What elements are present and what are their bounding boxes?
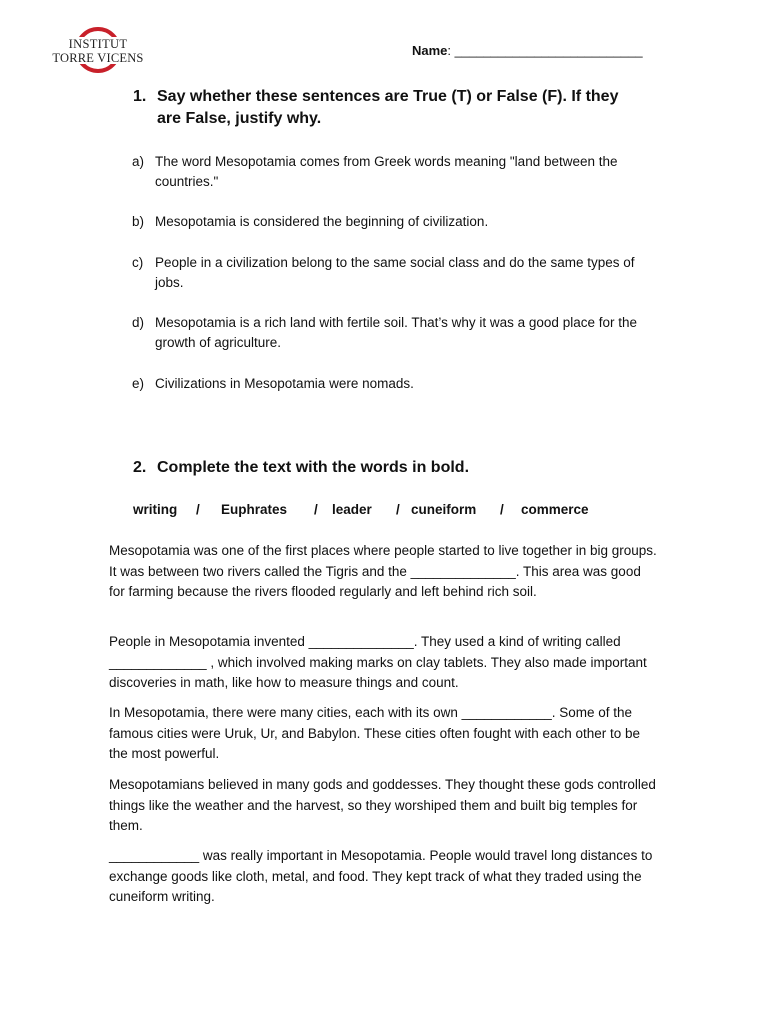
word-bank-item: Euphrates <box>221 502 288 517</box>
school-logo <box>52 26 144 76</box>
word-bank <box>0 502 768 522</box>
name-field[interactable] <box>412 43 643 58</box>
statement-a <box>132 152 652 192</box>
name-blank[interactable]: : __________________________ <box>447 43 643 58</box>
question-1-title <box>133 86 693 130</box>
statement-b <box>132 212 652 232</box>
question-1-number: 1. <box>133 88 147 105</box>
logo-text-line2: TORRE VICENS <box>52 51 144 65</box>
word-bank-item: cuneiform <box>411 502 477 517</box>
statement-text: Civilizations in Mesopotamia were nomads. <box>155 376 414 391</box>
word-bank-item: leader <box>332 502 372 517</box>
logo-text-line1: INSTITUT <box>68 37 128 51</box>
statement-text: The word Mesopotamia comes from Greek words meaning "land between the countries." <box>155 154 618 189</box>
statement-text: People in a civilization belong to the same social class and do the same types of jobs. <box>155 255 635 290</box>
word-bank-separator: / <box>396 502 400 517</box>
statement-letter: a) <box>132 154 145 169</box>
text-paragraph: People in Mesopotamia invented ______________. They used a kind of writing called _____________ , which involved making marks on clay tablets. They also made important discoveries in math, like how to measure things and count. <box>109 634 647 691</box>
word-bank-separator: / <box>500 502 504 517</box>
word-bank-separator: / <box>314 502 318 517</box>
word-bank-separator: / <box>196 502 200 517</box>
statement-letter: e) <box>132 376 145 391</box>
statement-e <box>132 374 652 394</box>
statement-c <box>132 253 652 293</box>
word-bank-item: writing <box>133 502 178 517</box>
statement-d <box>132 313 652 353</box>
name-label: Name <box>412 43 448 58</box>
statement-text: Mesopotamia is a rich land with fertile soil. That’s why it was a good place for the growth of agriculture. <box>155 315 637 350</box>
statement-letter: d) <box>132 315 145 330</box>
question-2-title-text: Complete the text with the words in bold. <box>157 459 470 476</box>
statement-letter: b) <box>132 214 145 229</box>
question-1-title-line2: are False, justify why. <box>157 110 322 127</box>
statement-letter: c) <box>132 255 144 270</box>
text-paragraph: ____________ was really important in Mesopotamia. People would travel long distances to exchange goods like cloth, metal, and food. They kept track of what they traded using the cuneiform writing. <box>109 848 653 905</box>
question-1-title-line1: Say whether these sentences are True (T) or False (F). If they <box>157 88 619 105</box>
text-paragraph: Mesopotamians believed in many gods and goddesses. They thought these gods controlled things like the weather and the harvest, so they worshiped them and built big temples for them. <box>109 777 656 834</box>
statement-text: Mesopotamia is considered the beginning of civilization. <box>155 214 489 229</box>
question-2-number: 2. <box>133 459 147 476</box>
question-2-title <box>133 457 693 479</box>
word-bank-item: commerce <box>521 502 589 517</box>
text-paragraph: Mesopotamia was one of the first places where people started to live together in big groups. It was between two rivers called the Tigris and the ______________. This area was good for farming because the rivers flooded regularly and left behind rich soil. <box>109 543 657 600</box>
text-paragraph: In Mesopotamia, there were many cities, each with its own ____________. Some of the famous cities were Uruk, Ur, and Babylon. These cities often fought with each other to be the most powerful. <box>109 705 641 762</box>
